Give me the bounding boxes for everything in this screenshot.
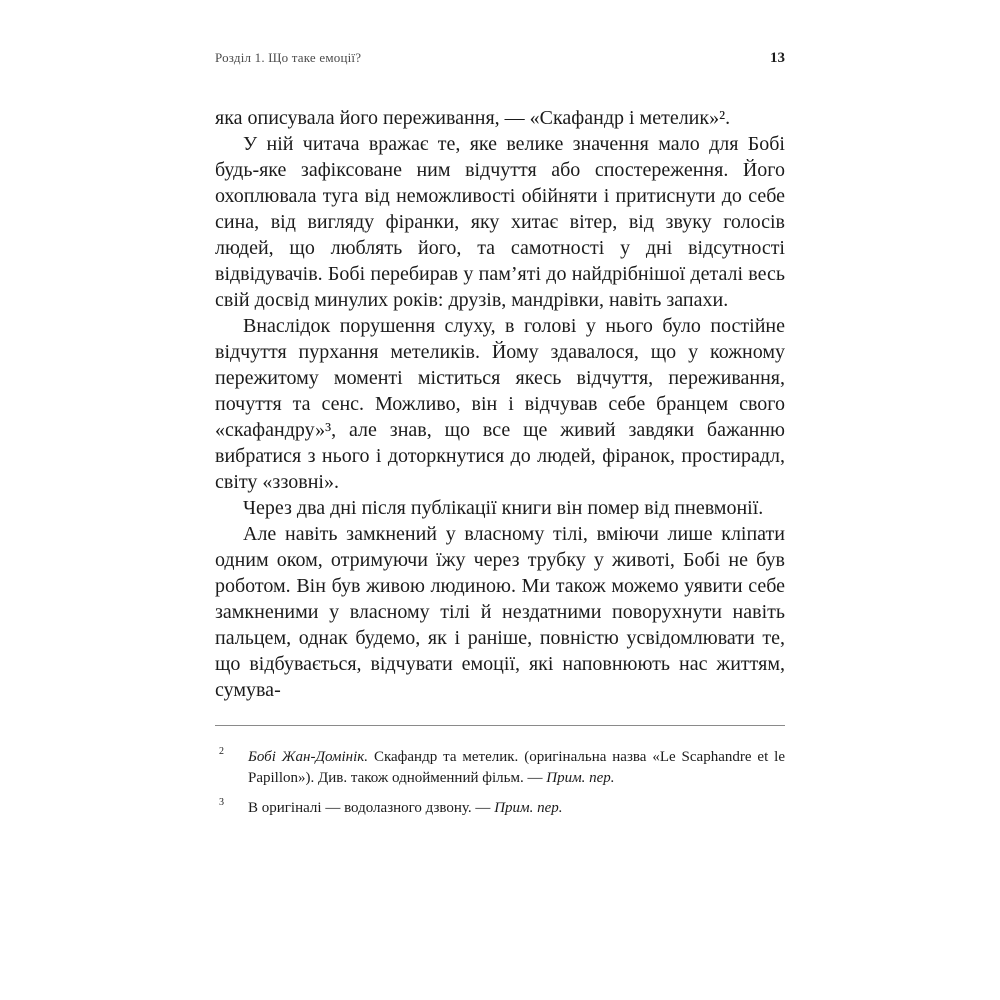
body-text [215,105,785,703]
footnote-note: Прим. пер. [546,770,615,786]
paragraph-continuation: яка описувала його переживання, — «Скафандр і метелик»². [215,107,731,129]
footnote-text: Скафандр та метелик. (оригінальна назва «Le Scaphandre et le Papillon»). Див. також однойменний фільм. — [248,749,785,786]
page-content [215,50,785,819]
paragraph: Але навіть замкнений у власному тілі, вміючи лише кліпати одним оком, отримуючи їжу через трубку у животі, Бобі не був роботом. Він був живою людиною. Ми також можемо уявити себе замкненими у власному тілі й нездатними поворухнути навіть пальцем, однак будемо, як і раніше, повністю усвідомлювати те, що відбувається, відчувати емоції, які наповнюють нас життям, сумува- [215,523,785,701]
footnote [215,798,785,819]
footnote-marker: 2 [219,746,224,757]
paragraph: У ній читача вражає те, яке велике значення мало для Бобі будь-яке зафіксоване ним відчуття або спостереження. Його охоплювала туга від неможливості обійняти і притиснути до себе сина, від вигляду фіранки, яку хитає вітер, від звуку голосів людей, що люблять його, та самотності у дні відсутності відвідувачів. Бобі перебирав у пам’яті до найдрібнішої деталі весь свій досвід минулих років: друзів, мандрівки, навіть запахи. [215,133,785,311]
chapter-title: Розділ 1. Що таке емоції? [215,50,362,65]
page-number: 13 [770,50,785,66]
footnote-text: В оригіналі — водолазного дзвону. — [248,800,495,816]
footnote [215,747,785,789]
paragraph: Внаслідок порушення слуху, в голові у нього було постійне відчуття пурхання метеликів. Йому здавалося, що у кожному пережитому моменті міститься якесь відчуття, переживання, почуття та сенс. Можливо, він і відчував себе бранцем свого «скафандру»³, але знав, що все ще живий завдяки бажанню вибратися з нього і доторкнутися до людей, фіранок, простирадл, світу «ззовні». [215,315,785,493]
footnote-author: Бобі Жан-Домінік. [248,749,369,765]
footnote-block [215,725,785,819]
footnote-note: Прим. пер. [494,800,563,816]
running-header [215,50,785,67]
footnote-marker: 3 [219,797,224,808]
paragraph: Через два дні після публікації книги він помер від пневмонії. [243,497,764,519]
